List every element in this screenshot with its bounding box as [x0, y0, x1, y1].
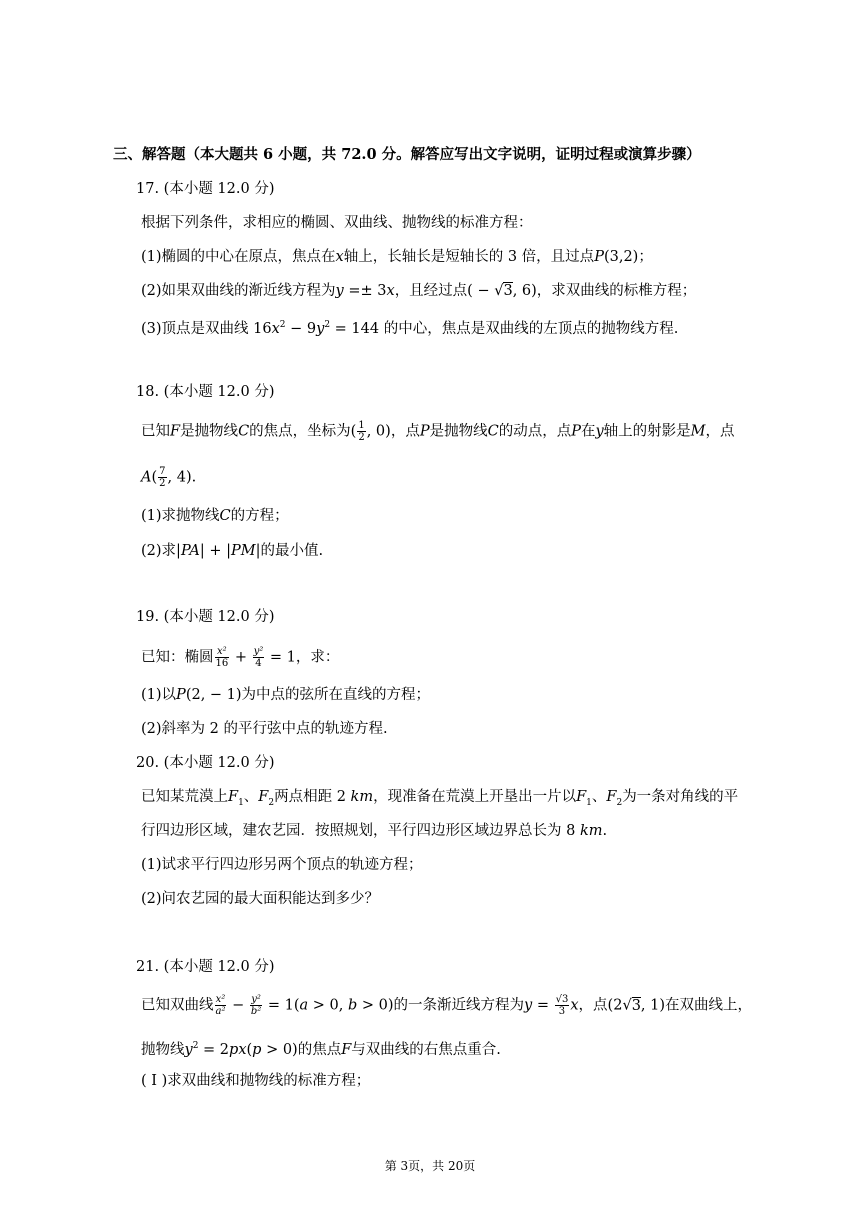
fraction: $\frac{7}{2}$ [159, 466, 166, 489]
fraction: $\frac{\text{x²}}{16}$ [215, 646, 229, 669]
q20-line1: 已知某荒漠上$F_1$、$F_2$两点相距 2 km，现准备在荒漠上开垦出一片以$F_1$、$F_2$为一条对角线的平 [141, 789, 739, 808]
q20-part1: (1)试求平行四边形另两个顶点的轨迹方程； [141, 857, 423, 873]
q17-part2: (2)如果双曲线的渐近线方程为y =± 3x，且经过点( − √3, 6)，求双曲线的标椎方程； [141, 283, 697, 299]
fraction: $\frac{√3}{3}$ [555, 994, 569, 1017]
fraction: $\frac{\text{y²}}{\text{b²}}$ [250, 994, 262, 1017]
q17-intro: 根据下列条件，求相应的椭圆、双曲线、抛物线的标准方程： [141, 215, 533, 231]
q21-line1: 已知双曲线 $\frac{\text{x²}}{\text{a²}}$ − $\frac{\text{y²}}{\text{b²}}$ = 1(a > 0, b > 0)的一条渐近线方程为y = $\frac{√3}{3}$ x，点(2√3, 1)在双曲线上， [141, 994, 753, 1017]
q18-line2: A( $\frac{7}{2}$ , 4). [141, 466, 197, 489]
q19-part2: (2)斜率为 2 的平行弦中点的轨迹方程. [141, 721, 388, 737]
q18-line1: 已知F是抛物线C的焦点，坐标为( $\frac{1}{2}$ , 0)，点P是抛物线C的动点，点P在y轴上的射影是M，点 [141, 420, 735, 443]
q18-part2: (2)求|PA| + |PM|的最小值. [141, 543, 324, 559]
q17-heading: 17. (本小题 12.0 分) [136, 181, 275, 197]
fraction: $\frac{1}{2}$ [358, 420, 365, 443]
q19-part1: (1)以P(2, − 1)为中点的弦所在直线的方程； [141, 687, 431, 703]
q20-heading: 20. (本小题 12.0 分) [136, 755, 275, 771]
q18-heading: 18. (本小题 12.0 分) [136, 384, 275, 400]
fraction: $\frac{\text{x²}}{\text{a²}}$ [215, 994, 226, 1017]
q19-line1: 已知：椭圆 $\frac{\text{x²}}{16}$ + $\frac{\text{y²}}{4}$ = 1，求： [141, 646, 340, 669]
q21-part1: ( I )求双曲线和抛物线的标准方程； [141, 1073, 371, 1089]
q21-heading: 21. (本小题 12.0 分) [136, 959, 275, 975]
fraction: $\frac{\text{y²}}{4}$ [253, 646, 264, 669]
section-heading: 三、解答题（本大题共 6 小题，共 72.0 分。解答应写出文字说明，证明过程或演算步骤） [113, 146, 701, 163]
q21-line2: 抛物线$y^2 = 2px(p > 0)$的焦点F与双曲线的右焦点重合. [141, 1041, 501, 1058]
q20-part2: (2)问农艺园的最大面积能达到多少？ [141, 891, 380, 907]
q19-heading: 19. (本小题 12.0 分) [136, 609, 275, 625]
q17-part3: (3)顶点是双曲线 $16x^2 - 9y^2 = 144$ 的中心，焦点是双曲线的左顶点的抛物线方程. [141, 320, 679, 337]
q17-part1: (1)椭圆的中心在原点，焦点在x轴上，长轴长是短轴长的 3 倍，且过点P(3,2)； [141, 249, 653, 265]
page-footer: 第 3页，共 20页 [384, 1159, 476, 1173]
q18-part1: (1)求抛物线C的方程； [141, 508, 289, 524]
q20-line2: 行四边形区域，建农艺园．按照规划，平行四边形区域边界总长为 8 km. [141, 823, 608, 839]
